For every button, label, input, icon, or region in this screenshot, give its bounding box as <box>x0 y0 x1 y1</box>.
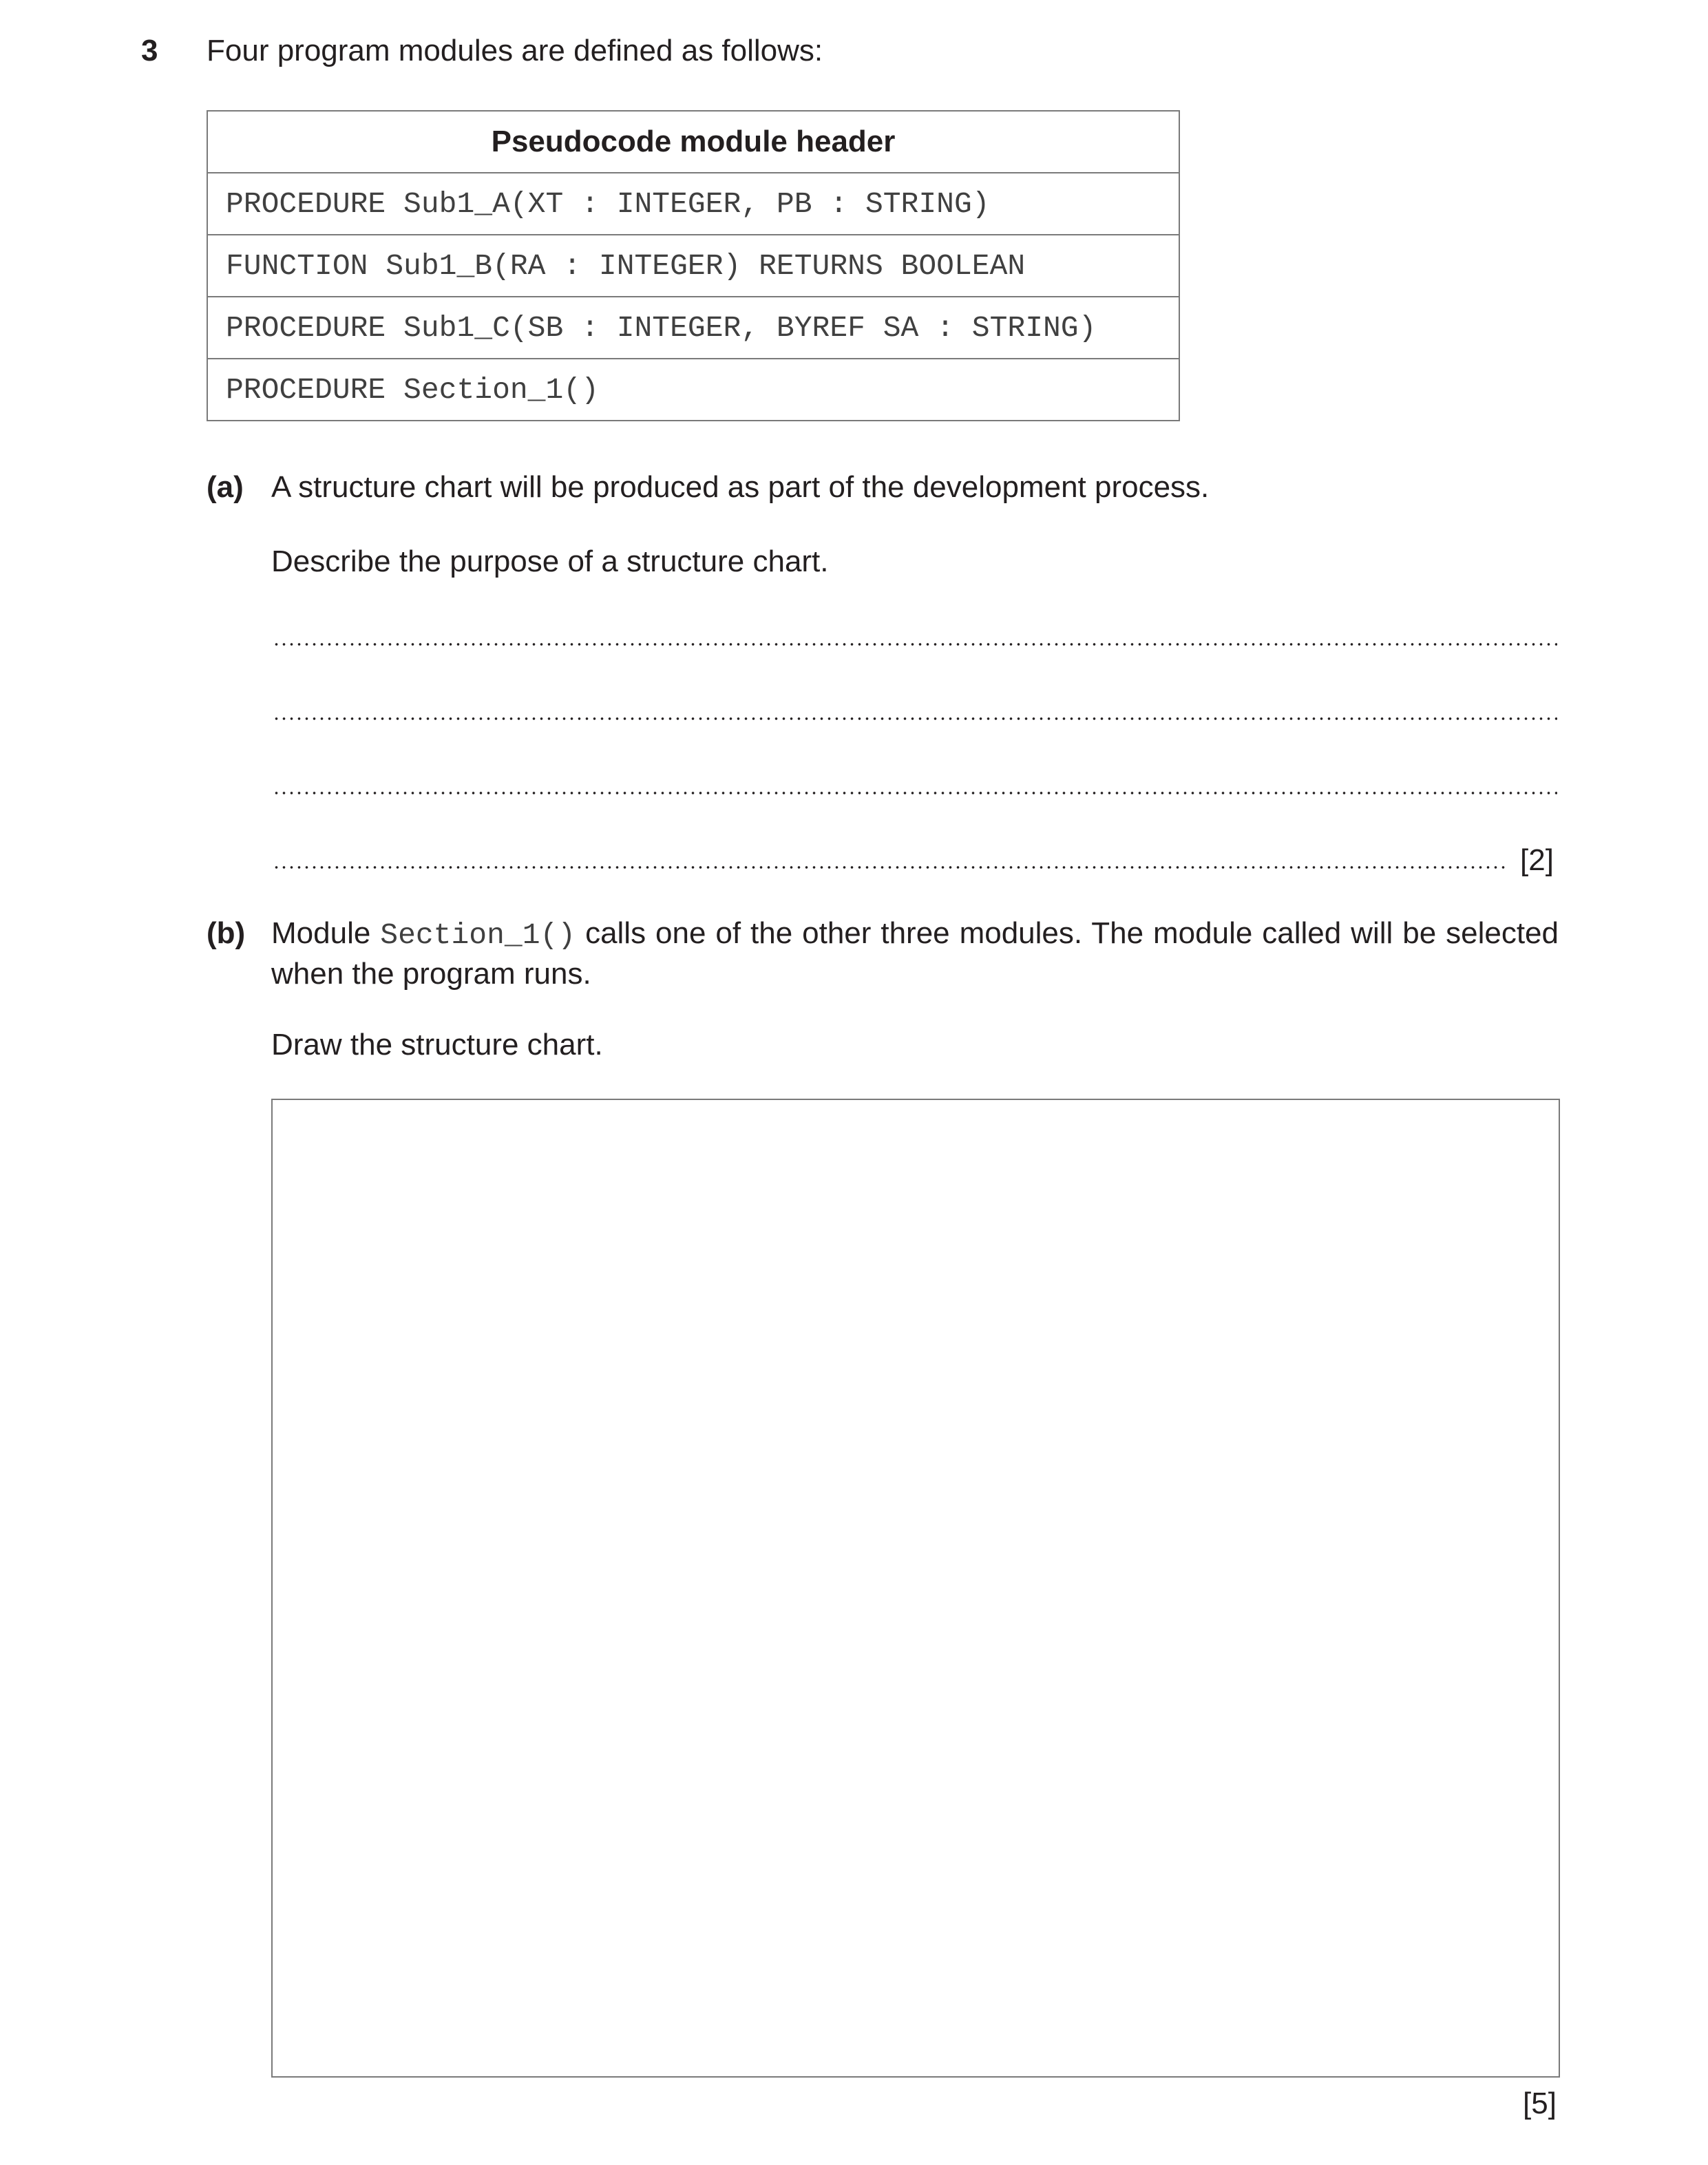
part-b-text <box>271 914 1559 993</box>
module-header-cell: PROCEDURE Section_1() <box>207 359 1179 421</box>
table-row <box>207 173 1179 235</box>
part-b-instruction: Draw the structure chart. <box>271 1028 603 1062</box>
table-row <box>207 235 1179 297</box>
part-b-code: Section_1() <box>380 918 576 952</box>
module-header-cell: FUNCTION Sub1_B(RA : INTEGER) RETURNS BOOLEAN <box>207 235 1179 297</box>
part-a-text: A structure chart will be produced as part of the development process. <box>271 470 1210 504</box>
part-a-marks: [2] <box>1520 843 1554 877</box>
module-header-cell: PROCEDURE Sub1_C(SB : INTEGER, BYREF SA : STRING) <box>207 297 1179 359</box>
answer-line-3[interactable] <box>273 792 1557 794</box>
structure-chart-answer-box[interactable] <box>271 1099 1560 2078</box>
part-a-label: (a) <box>207 470 244 504</box>
module-header-table <box>207 110 1180 421</box>
table-row <box>207 297 1179 359</box>
question-number: 3 <box>141 34 158 67</box>
part-b-marks: [5] <box>1523 2087 1557 2120</box>
table-header: Pseudocode module header <box>207 111 1179 173</box>
part-b-text-after: calls one of the other three modules. The module called will be selected when the program runs. <box>271 916 1559 991</box>
part-b-text-before: Module <box>271 916 381 950</box>
question-intro: Four program modules are defined as follows: <box>207 34 823 67</box>
table-header-row <box>207 111 1179 173</box>
answer-line-4[interactable] <box>273 866 1505 869</box>
table-row <box>207 359 1179 421</box>
answer-line-1[interactable] <box>273 643 1557 646</box>
module-header-cell: PROCEDURE Sub1_A(XT : INTEGER, PB : STRING) <box>207 173 1179 235</box>
answer-line-2[interactable] <box>273 717 1557 720</box>
part-a-instruction: Describe the purpose of a structure chart. <box>271 545 829 578</box>
part-b-label: (b) <box>207 916 246 950</box>
